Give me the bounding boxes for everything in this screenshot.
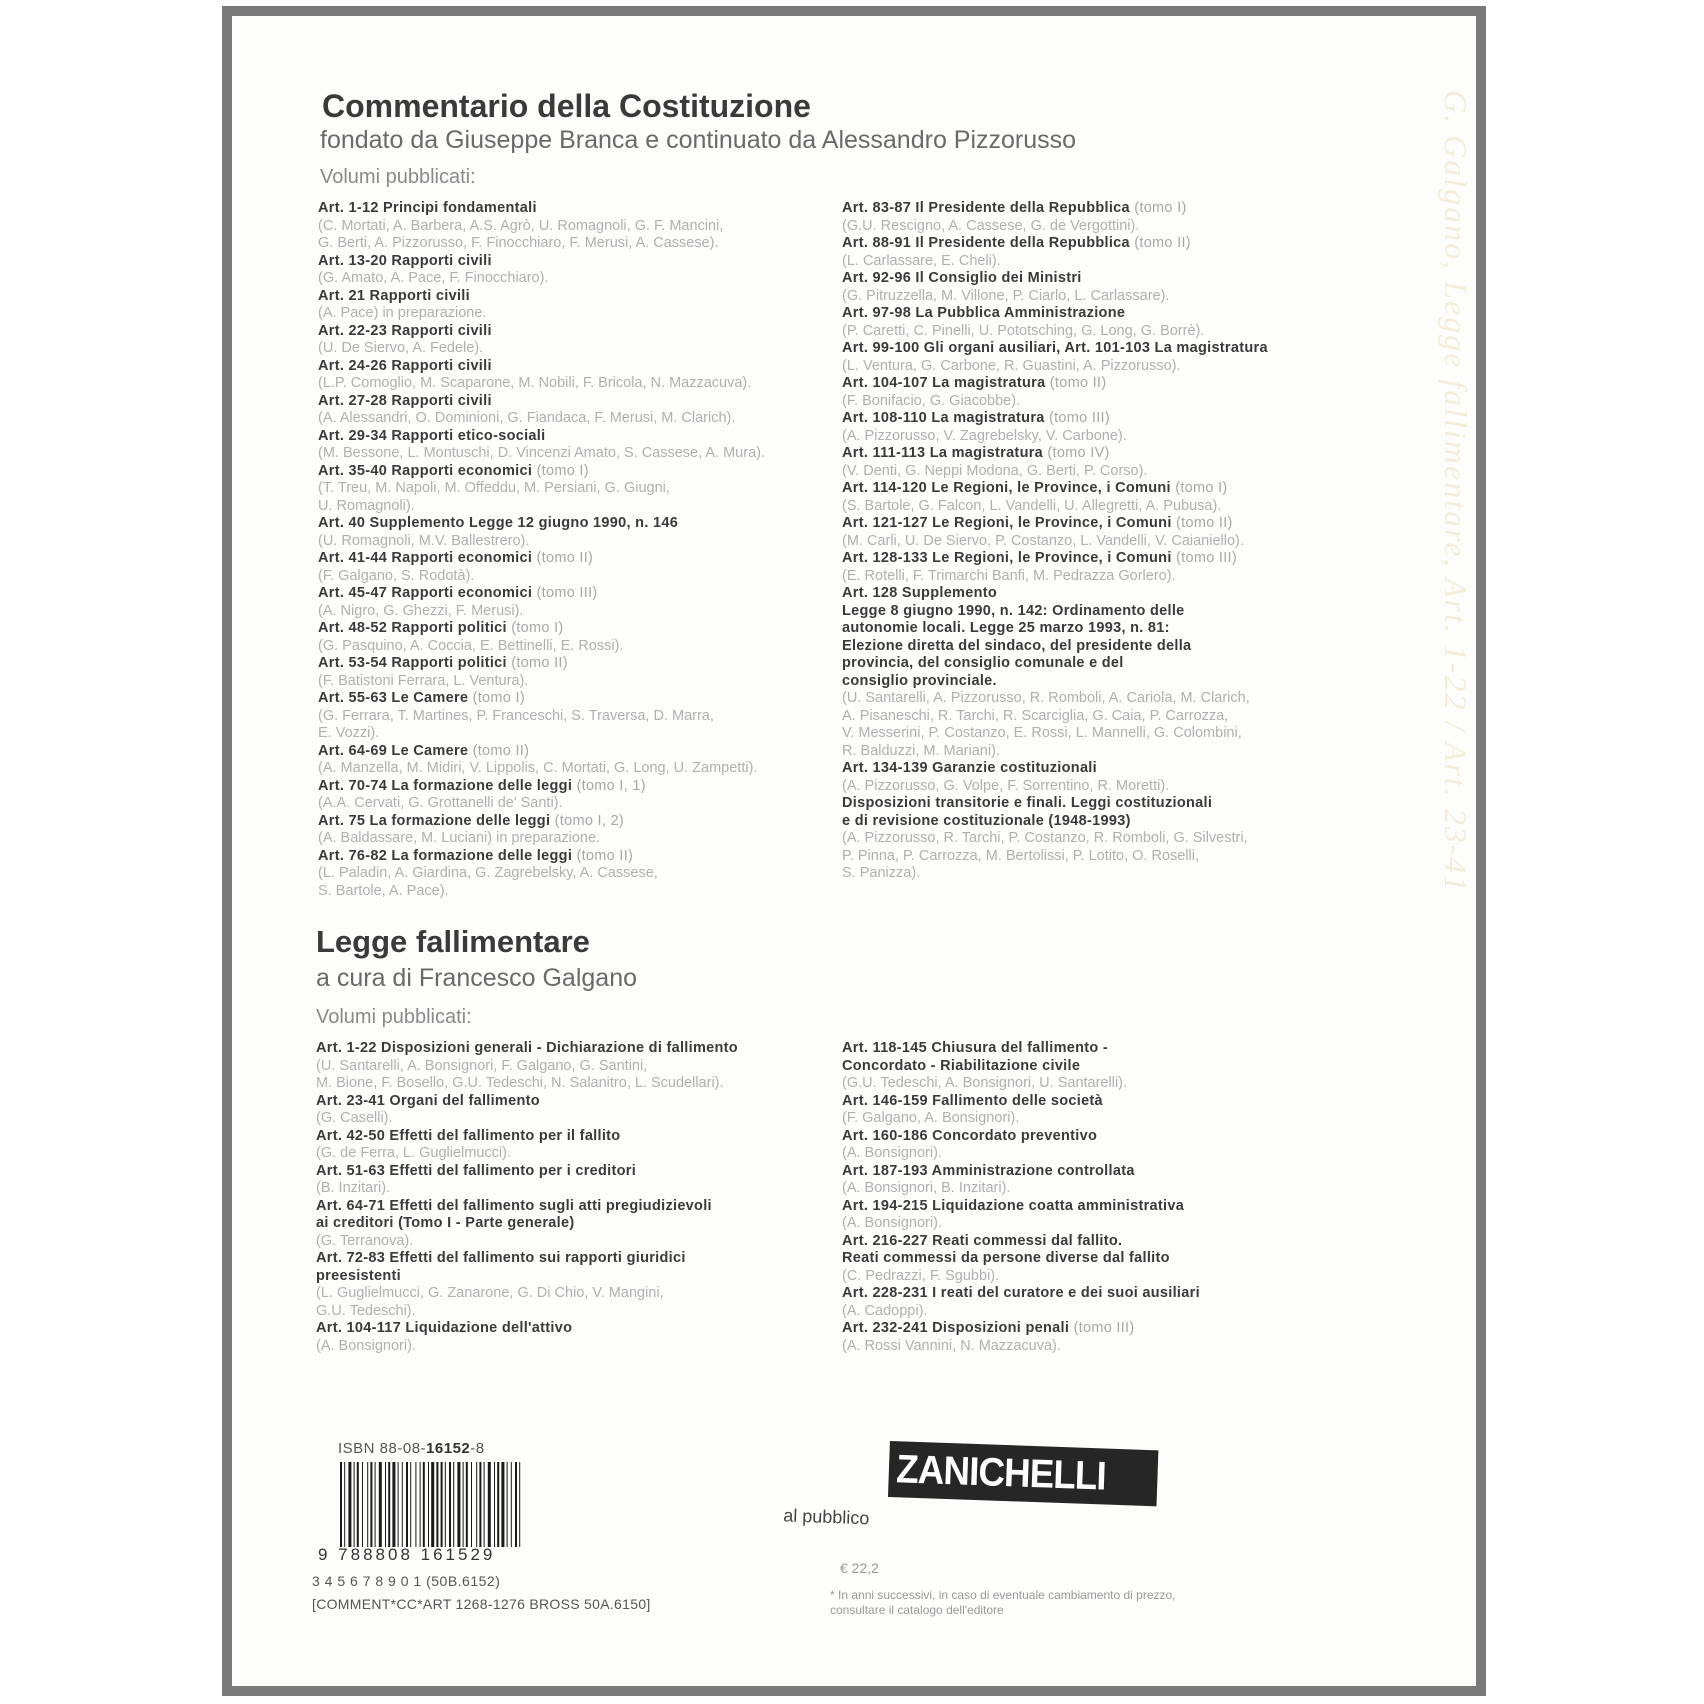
volume-authors: (A. Pizzorusso, G. Volpe, F. Sorrentino, R. Moretti). xyxy=(842,777,1170,794)
volume-note: (tomo II) xyxy=(572,847,634,864)
volume-heading: provincia, del consiglio comunale e del xyxy=(842,655,1124,671)
volume-authors: U. Romagnoli). xyxy=(318,497,415,514)
volume-authors: (A. Alessandri, O. Dominioni, G. Fiandaca, F. Merusi, M. Clarich). xyxy=(318,410,736,426)
barcode-bar xyxy=(471,1462,472,1547)
volume-heading: Art. 111-113 La magistratura (tomo IV) xyxy=(842,445,1110,461)
volume-heading: Art. 146-159 Fallimento delle società xyxy=(842,1092,1103,1109)
volume-authors: (A. Bonsignori). xyxy=(842,1215,942,1231)
volume-heading: Art. 97-98 La Pubblica Amministrazione xyxy=(842,305,1126,321)
barcode-bar xyxy=(494,1462,495,1547)
product-code: 3 4 5 6 7 8 9 0 1 (50B.6152) xyxy=(312,1573,501,1589)
volume-authors: (G. Pasquino, A. Coccia, E. Bettinelli, E. Rossi). xyxy=(318,637,624,654)
barcode-number: 9 788808 161529 xyxy=(318,1545,496,1564)
volume-entry xyxy=(318,848,828,901)
volume-authors: (G.U. Tedeschi, A. Bonsignori, U. Santarelli). xyxy=(842,1075,1128,1091)
fallimentare-volumes-label: Volumi pubblicati: xyxy=(316,1006,472,1028)
volume-note: (tomo IV) xyxy=(1043,445,1110,461)
volume-authors: R. Balduzzi, M. Mariani). xyxy=(842,742,1000,759)
volume-heading: Art. 216-227 Reati commessi dal fallito. xyxy=(842,1232,1123,1249)
barcode-bar xyxy=(357,1462,359,1547)
volume-entry xyxy=(318,288,828,323)
volume-authors: (F. Galgano, S. Rodotà). xyxy=(318,567,475,584)
volume-heading: ai creditori (Tomo I - Parte generale) xyxy=(316,1215,575,1231)
volume-authors: (A.A. Cervati, G. Grottanelli de' Santi). xyxy=(318,795,563,811)
volume-entry xyxy=(316,1093,826,1128)
volume-entry xyxy=(318,428,828,463)
volume-heading: Art. 160-186 Concordato preventivo xyxy=(842,1127,1098,1144)
volume-authors: (A. Pizzorusso, R. Tarchi, P. Costanzo, R. Romboli, G. Silvestri, xyxy=(842,830,1248,846)
price-footnote: * In anni successivi, in caso di eventuale cambiamento di prezzo, consultare il catalogo dell'editore xyxy=(830,1588,1176,1617)
volume-note: (tomo I) xyxy=(1129,200,1187,216)
volume-heading: Art. 83-87 Il Presidente della Repubblica (tomo I) xyxy=(842,200,1187,216)
barcode-bar xyxy=(497,1462,499,1547)
barcode-bar xyxy=(507,1462,508,1547)
volume-note: (tomo II) xyxy=(506,655,568,671)
volume-heading: Art. 29-34 Rapporti etico-sociali xyxy=(318,427,546,444)
barcode-bar xyxy=(362,1462,363,1547)
volume-heading: Art. 42-50 Effetti del fallimento per il fallito xyxy=(316,1127,621,1144)
volume-authors: (M. Carli, U. De Siervo, P. Costanzo, L. Vandelli, V. Caianiello). xyxy=(842,532,1244,549)
isbn-label: ISBN 88-08-16152-8 xyxy=(338,1440,485,1457)
volume-heading: Art. 35-40 Rapporti economici (tomo I) xyxy=(318,462,589,479)
barcode-bar xyxy=(457,1462,460,1547)
publisher-logo: ZANICHELLI xyxy=(888,1441,1158,1506)
volume-entry xyxy=(316,1198,826,1251)
volume-entry xyxy=(316,1250,826,1320)
volume-entry xyxy=(318,743,828,778)
volume-authors: (U. De Siervo, A. Fedele). xyxy=(318,340,484,356)
volume-authors: (A. Cadoppi). xyxy=(842,1302,928,1319)
volume-authors: A. Pisaneschi, R. Tarchi, R. Scarciglia, G. Caia, P. Carrozza, xyxy=(842,707,1229,724)
volume-note: (tomo I) xyxy=(532,462,589,479)
volume-authors: (L. Ventura, G. Carbone, R. Guastini, A. Pizzorusso). xyxy=(842,357,1181,374)
sticker-label: al pubblico xyxy=(782,1505,870,1529)
volume-authors: (G. Pitruzzella, M. Villone, P. Ciarlo, L. Carlassare). xyxy=(842,287,1170,304)
volume-note: (tomo I) xyxy=(506,620,564,636)
volume-note: (tomo II) xyxy=(532,550,594,566)
volume-note: (tomo II) xyxy=(468,742,530,759)
volume-authors: (G. Caselli). xyxy=(316,1110,393,1126)
volume-entry xyxy=(318,813,828,848)
fallimentare-list-left xyxy=(316,1040,826,1355)
commentario-list-right xyxy=(842,200,1362,883)
volume-heading: Art. 104-107 La magistratura (tomo II) xyxy=(842,375,1107,391)
barcode-bar xyxy=(488,1462,491,1547)
barcode-bar xyxy=(453,1462,454,1547)
barcode-bar xyxy=(501,1462,504,1547)
volume-authors: (U. Santarelli, A. Bonsignori, F. Galgano, G. Santini, xyxy=(316,1057,648,1074)
volume-entry xyxy=(842,1233,1362,1286)
volume-note: (tomo II) xyxy=(1129,235,1191,251)
barcode-bar xyxy=(348,1462,351,1547)
spine-text: G. Galgano, Legge fallimentare, Art. 1-22 / Art. 23-41 xyxy=(1438,90,1474,894)
volume-authors: (G. Terranova). xyxy=(316,1232,414,1249)
volume-authors: (L. Paladin, A. Giardina, G. Zagrebelsky, A. Cassese, xyxy=(318,865,658,881)
barcode-bar xyxy=(385,1462,386,1547)
volume-entry xyxy=(842,375,1362,410)
volume-heading: Art. 45-47 Rapporti economici (tomo III) xyxy=(318,585,598,601)
barcode-bar xyxy=(515,1462,517,1547)
barcode-bar xyxy=(484,1462,485,1547)
volume-entry xyxy=(842,515,1362,550)
volume-entry xyxy=(842,1198,1362,1233)
volume-heading: Art. 13-20 Rapporti civili xyxy=(318,252,492,269)
volume-heading: Art. 22-23 Rapporti civili xyxy=(318,322,492,339)
volume-entry xyxy=(316,1320,826,1355)
volume-heading: Art. 64-69 Le Camere (tomo II) xyxy=(318,742,530,759)
volume-entry xyxy=(318,323,828,358)
volume-entry xyxy=(316,1040,826,1093)
volume-heading: Legge 8 giugno 1990, n. 142: Ordinamento delle xyxy=(842,602,1185,619)
volume-note: (tomo II) xyxy=(1045,375,1107,391)
volume-entry xyxy=(318,200,828,253)
volume-entry xyxy=(318,690,828,743)
volume-heading: Art. 76-82 La formazione delle leggi (tomo II) xyxy=(318,847,634,864)
commentario-title: Commentario della Costituzione xyxy=(322,88,811,124)
volume-entry xyxy=(318,778,828,813)
volume-authors: (G. Amato, A. Pace, F. Finocchiaro). xyxy=(318,270,549,286)
volume-heading: Reati commessi da persone diverse dal fallito xyxy=(842,1250,1170,1266)
barcode-bar xyxy=(445,1462,446,1547)
volume-entry xyxy=(842,1128,1362,1163)
volume-authors: (A. Rossi Vannini, N. Mazzacuva). xyxy=(842,1337,1061,1354)
volume-entry xyxy=(318,393,828,428)
barcode-bar xyxy=(370,1462,372,1547)
volume-authors: S. Bartole, A. Pace). xyxy=(318,882,449,899)
volume-entry xyxy=(842,270,1362,305)
volume-authors: (A. Baldassare, M. Luciani) in preparazione. xyxy=(318,830,601,846)
volume-entry xyxy=(318,550,828,585)
volume-authors: (L. Guglielmucci, G. Zanarone, G. Di Chio, V. Mangini, xyxy=(316,1285,664,1301)
volume-authors: S. Panizza). xyxy=(842,865,921,881)
volume-authors: (F. Bonifacio, G. Giacobbe). xyxy=(842,392,1021,409)
volume-heading: Art. 41-44 Rapporti economici (tomo II) xyxy=(318,550,594,566)
commentario-volumes-label: Volumi pubblicati: xyxy=(320,166,476,188)
volume-authors: (F. Batistoni Ferrara, L. Ventura). xyxy=(318,672,529,689)
volume-entry xyxy=(842,1040,1362,1093)
price-sticker xyxy=(768,1421,1183,1575)
volume-authors: G. Berti, A. Pizzorusso, F. Finocchiaro, F. Merusi, A. Cassese). xyxy=(318,235,719,251)
volume-authors: (L.P. Comoglio, M. Scaparone, M. Nobili, F. Bricola, N. Mazzacuva). xyxy=(318,375,752,391)
volume-entry xyxy=(842,760,1362,795)
volume-entry xyxy=(318,655,828,690)
volume-note: (tomo I, 2) xyxy=(550,812,624,829)
volume-authors: (A. Nigro, G. Ghezzi, F. Merusi). xyxy=(318,602,524,619)
barcode-bar xyxy=(344,1462,345,1547)
price: € 22,2 xyxy=(840,1560,879,1576)
volume-authors: (L. Carlassare, E. Cheli). xyxy=(842,252,1001,269)
barcode-bar xyxy=(367,1462,368,1547)
volume-heading: Art. 187-193 Amministrazione controllata xyxy=(842,1162,1135,1179)
barcode-bar xyxy=(463,1462,464,1547)
volume-heading: Art. 1-22 Disposizioni generali - Dichiarazione di fallimento xyxy=(316,1040,738,1056)
volume-authors: (F. Galgano, A. Bonsignori). xyxy=(842,1110,1020,1126)
volume-entry xyxy=(316,1163,826,1198)
fallimentare-subtitle: a cura di Francesco Galgano xyxy=(316,964,638,992)
volume-entry xyxy=(842,550,1362,585)
volume-heading: Concordato - Riabilitazione civile xyxy=(842,1057,1081,1074)
volume-authors: (A. Pizzorusso, V. Zagrebelsky, V. Carbone). xyxy=(842,427,1127,444)
barcode-bar xyxy=(420,1462,421,1547)
volume-note: (tomo III) xyxy=(1171,550,1238,566)
volume-heading: Art. 75 La formazione delle leggi (tomo I, 2) xyxy=(318,812,624,829)
volume-authors: (T. Treu, M. Napoli, M. Offeddu, M. Persiani, G. Giugni, xyxy=(318,480,670,496)
volume-heading: Art. 70-74 La formazione delle leggi (tomo I, 1) xyxy=(318,777,646,794)
volume-heading: Art. 40 Supplemento Legge 12 giugno 1990, n. 146 xyxy=(318,515,679,531)
barcode-bar xyxy=(415,1462,416,1547)
barcode xyxy=(338,1462,526,1547)
volume-heading: Art. 53-54 Rapporti politici (tomo II) xyxy=(318,655,568,671)
volume-heading: Art. 118-145 Chiusura del fallimento - xyxy=(842,1040,1109,1056)
volume-entry xyxy=(842,305,1362,340)
volume-entry xyxy=(842,410,1362,445)
volume-heading: Art. 108-110 La magistratura (tomo III) xyxy=(842,410,1110,426)
volume-entry xyxy=(842,585,1362,760)
volume-note: (tomo III) xyxy=(532,585,598,601)
volume-note: (tomo I, 1) xyxy=(572,777,646,794)
barcode-bar xyxy=(476,1462,477,1547)
volume-heading: e di revisione costituzionale (1948-1993) xyxy=(842,812,1131,829)
volume-heading: Art. 55-63 Le Camere (tomo I) xyxy=(318,690,525,706)
volume-heading: Art. 104-117 Liquidazione dell'attivo xyxy=(316,1320,573,1336)
volume-authors: (U. Santarelli, A. Pizzorusso, R. Romboli, A. Cariola, M. Clarich, xyxy=(842,690,1250,706)
volume-heading: Art. 72-83 Effetti del fallimento sui rapporti giuridici xyxy=(316,1250,686,1266)
volume-heading: Art. 64-71 Effetti del fallimento sugli atti pregiudizievoli xyxy=(316,1197,712,1214)
volume-entry xyxy=(318,253,828,288)
volume-authors: (U. Romagnoli, M.V. Ballestrero). xyxy=(318,532,530,549)
volume-heading: Art. 1-12 Principi fondamentali xyxy=(318,200,537,216)
volume-note: (tomo II) xyxy=(1171,515,1233,531)
barcode-bar xyxy=(406,1462,408,1547)
barcode-bar xyxy=(388,1462,390,1547)
volume-heading: Art. 194-215 Liquidazione coatta amministrativa xyxy=(842,1197,1185,1214)
fallimentare-list-right xyxy=(842,1040,1362,1355)
volume-entry xyxy=(842,1163,1362,1198)
volume-authors: (G. Ferrara, T. Martines, P. Franceschi, S. Traversa, D. Marra, xyxy=(318,707,714,724)
volume-entry xyxy=(318,620,828,655)
volume-heading: Disposizioni transitorie e finali. Leggi costituzionali xyxy=(842,795,1213,811)
volume-authors: (A. Pace) in preparazione. xyxy=(318,305,487,321)
volume-heading: autonomie locali. Legge 25 marzo 1993, n. 81: xyxy=(842,620,1170,636)
barcode-bar xyxy=(354,1462,355,1547)
volume-authors: (G. de Ferra, L. Guglielmucci). xyxy=(316,1145,511,1161)
volume-authors: (A. Bonsignori). xyxy=(842,1145,942,1161)
volume-heading: Art. 121-127 Le Regioni, le Province, i Comuni (tomo II) xyxy=(842,515,1233,531)
fallimentare-title: Legge fallimentare xyxy=(316,924,590,959)
volume-note: (tomo I) xyxy=(1170,480,1228,496)
volume-heading: Art. 228-231 I reati del curatore e dei suoi ausiliari xyxy=(842,1285,1200,1301)
volume-authors: E. Vozzi). xyxy=(318,725,380,741)
volume-entry xyxy=(318,463,828,516)
barcode-bar xyxy=(441,1462,443,1547)
volume-authors: P. Pinna, P. Carrozza, M. Bertolissi, P. Lotito, O. Roselli, xyxy=(842,847,1200,864)
volume-heading: Art. 128-133 Le Regioni, le Province, i Comuni (tomo III) xyxy=(842,550,1238,566)
volume-note: (tomo III) xyxy=(1069,1320,1135,1336)
volume-heading: Art. 232-241 Disposizioni penali (tomo III) xyxy=(842,1320,1135,1336)
volume-heading: preesistenti xyxy=(316,1267,401,1284)
volume-entry xyxy=(842,1285,1362,1320)
volume-heading: Art. 88-91 Il Presidente della Repubblica (tomo II) xyxy=(842,235,1191,251)
barcode-bar xyxy=(511,1462,512,1547)
volume-entry xyxy=(318,515,828,550)
volume-heading: Art. 134-139 Garanzie costituzionali xyxy=(842,760,1097,776)
volume-heading: Art. 48-52 Rapporti politici (tomo I) xyxy=(318,620,564,636)
volume-entry xyxy=(318,358,828,393)
barcode-bar xyxy=(436,1462,438,1547)
volume-entry xyxy=(842,235,1362,270)
barcode-bar xyxy=(423,1462,425,1547)
volume-heading: Art. 99-100 Gli organi ausiliari, Art. 101-103 La magistratura xyxy=(842,340,1268,356)
volume-authors: (E. Rotelli, F. Trimarchi Banfi, M. Pedrazza Gorlero). xyxy=(842,567,1176,584)
volume-authors: (M. Bessone, L. Montuschi, D. Vincenzi Amato, S. Cassese, A. Mura). xyxy=(318,445,766,461)
barcode-bar xyxy=(340,1462,342,1547)
volume-entry xyxy=(842,340,1362,375)
volume-heading: Art. 27-28 Rapporti civili xyxy=(318,392,492,409)
barcode-bar xyxy=(402,1462,403,1547)
volume-authors: (A. Bonsignori). xyxy=(316,1337,416,1354)
volume-authors: (P. Caretti, C. Pinelli, U. Pototsching, G. Long, G. Borrè). xyxy=(842,322,1205,339)
volume-authors: (A. Bonsignori, B. Inzitari). xyxy=(842,1180,1011,1196)
volume-heading: Art. 24-26 Rapporti civili xyxy=(318,357,492,374)
volume-note: (tomo I) xyxy=(468,690,525,706)
volume-authors: (V. Denti, G. Neppi Modona, G. Berti, P. Corso). xyxy=(842,462,1148,479)
volume-heading: Art. 114-120 Le Regioni, le Province, i Comuni (tomo I) xyxy=(842,480,1228,496)
volume-authors: (B. Inzitari). xyxy=(316,1180,391,1196)
barcode-bar xyxy=(519,1462,520,1547)
volume-authors: (A. Manzella, M. Midiri, V. Lippolis, C. Mortati, G. Long, U. Zampetti). xyxy=(318,760,758,776)
volume-authors: (C. Pedrazzi, F. Sgubbi). xyxy=(842,1267,1000,1284)
barcode-bar xyxy=(428,1462,429,1547)
volume-entry xyxy=(842,445,1362,480)
volume-entry xyxy=(842,200,1362,235)
barcode-bar xyxy=(398,1462,399,1547)
volume-entry xyxy=(842,1320,1362,1355)
catalog-code: [COMMENT*CC*ART 1268-1276 BROSS 50A.6150] xyxy=(312,1596,651,1612)
volume-authors: (G.U. Rescigno, A. Cassese, G. de Vergottini). xyxy=(842,217,1140,234)
barcode-bar xyxy=(392,1462,395,1547)
volume-heading: Elezione diretta del sindaco, del presidente della xyxy=(842,637,1192,654)
volume-heading: consiglio provinciale. xyxy=(842,672,997,689)
volume-entry xyxy=(842,480,1362,515)
volume-heading: Art. 23-41 Organi del fallimento xyxy=(316,1092,540,1109)
volume-authors: V. Messerini, P. Costanzo, E. Rossi, L. Mannelli, G. Colombini, xyxy=(842,725,1242,741)
volume-heading: Art. 51-63 Effetti del fallimento per i creditori xyxy=(316,1162,637,1179)
barcode-bar xyxy=(431,1462,434,1547)
barcode-bar xyxy=(379,1462,382,1547)
volume-note: (tomo III) xyxy=(1044,410,1110,426)
volume-entry xyxy=(842,1093,1362,1128)
volume-heading: Art. 21 Rapporti civili xyxy=(318,287,470,304)
barcode-bar xyxy=(466,1462,468,1547)
volume-entry xyxy=(318,585,828,620)
barcode-bar xyxy=(375,1462,376,1547)
volume-heading: Art. 92-96 Il Consiglio dei Ministri xyxy=(842,270,1082,286)
barcode-bar xyxy=(479,1462,481,1547)
volume-entry xyxy=(842,795,1362,883)
barcode-bar xyxy=(410,1462,411,1547)
commentario-list-left xyxy=(318,200,828,900)
volume-authors: G.U. Tedeschi). xyxy=(316,1302,416,1319)
commentario-subtitle: fondato da Giuseppe Branca e continuato da Alessandro Pizzorusso xyxy=(320,126,1077,154)
volume-authors: M. Bione, F. Bosello, G.U. Tedeschi, N. Salanitro, L. Scudellari). xyxy=(316,1075,724,1091)
volume-heading: Art. 128 Supplemento xyxy=(842,585,998,601)
volume-authors: (C. Mortati, A. Barbera, A.S. Agrò, U. Romagnoli, G. F. Mancini, xyxy=(318,217,724,234)
barcode-bar xyxy=(449,1462,451,1547)
volume-entry xyxy=(316,1128,826,1163)
volume-authors: (S. Bartole, G. Falcon, L. Vandelli, U. Allegretti, A. Pubusa). xyxy=(842,497,1222,514)
